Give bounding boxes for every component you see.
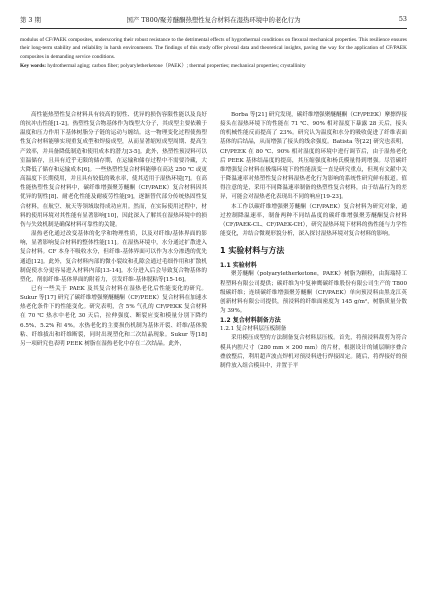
materials-paragraph: 聚芳醚酮（polyaryletherketone，PAEK）树脂为颗粒，由海瑞特工程塑料有限公司提供；碳纤维为中复神鹰碳纤维股份有限公司生产的 T800 级碳纤维；连续碳纤维增强聚芳醚酮（CF/PAEK）单向预浸料由黑龙江英创新材料有限公司提供，预浸料的纤维面密度为 145 g/m²，树脂质量分数为 39%。 (220, 271, 407, 314)
right-column (220, 111, 407, 371)
running-title: 国产 T800/聚芳醚酮热塑性复合材料在湿热环境中的老化行为 (126, 16, 301, 24)
keywords-text: hydrothermal aging; carbon fiber; polyaryletherketone（PAEK）; thermal properties; mechanical properties; crystallinity (46, 63, 306, 70)
intro-paragraph-4: Borba 等[21] 研究发现，碳纤维增强聚醚醚酮（CF/PEEK）摩擦焊接接头在湿热环境下的性能在 71 ℃、90% 相对湿度下暴露 28 天后，接头的机械性能反而提高了 23%。研究认为温度和水分的吸收促进了纤维表面基体的后结晶，从而增强了接头的线余强度。Batista 等[22] 研究也表明，CF/PEEK 在 80 ℃、90% 相对湿度的环境中进行调节后，由于湿热老化后 PEEK 基体结晶度的提高，其压缩强度和杨氏模量得到增强。尽管碳纤维增强复合材料在极端环境下的性能演变一直是研究重点，但现有文献中关于降温速率对热塑性复合材料湿热老化行为影响的系统性研究鲜有报道。值得注意的是，采用不同降温速率制备的热塑性复合材料，由于结晶行为的差异，可能会对湿热老化表现出不同的响应[19-23]。 (220, 112, 407, 201)
intro-paragraph-1: 高性能热塑性复合材料具有较高的韧性、优异的损伤容限性能以及良好的抗冲击性能[1-2]。热塑性复合物基体作为线型大分子，其成型主要依赖于温度和压力作用下基体树脂分子链的运动与缠结。这一物理变化过程使热塑性复合材料能够实现重复成型和焊接成型，从而显著缩短成型周期、提高生产效率，并具备降低制造和使用成本的潜力[3-5]。此外，热塑性预浸料可以室温储存，且具有近乎无限的储存期，在运输和储存过程中不需要冷藏，大大降低了储存和运输成本[6]。一些热塑性复合材料能够在高达 250 ℃ 或更高温度下长期使用，并且具有较低的吸水率，使其适用于湿热环境[7]。在高性能热塑性复合材料中，碳纤维增强聚芳醚酮（CF/PAEK）复合材料因其优异的韧性[8]、耐老化性能及耐疲劳性能[9]，逐渐替代部分传统热固性复合材料，在航空、航天等领域取得成功应用。然而，在实际使用过程中，材料的使用环境对其性能有显著影响[10]，因此深入了解其在湿热环境中的损伤与失效机制是确保材料可靠性的关键。 (20, 112, 207, 228)
subsection-heading-materials: 1.1 实验材料 (220, 262, 257, 270)
subsubsection-heading-laminate: 1.2.1 复合材料层压板制备 (220, 326, 287, 333)
intro-paragraph-3: 已有一些关于 PAEK 及其复合材料在湿热老化后性能变化的研究。Sukur 等[17] 研究了碳纤维增强聚醚醚酮（CF/PEEK）复合材料在加速水热老化条件下的性能变化。研究表明，含 5% 气孔的 CF/PEKK 复合材料在 70 ℃ 热水中老化 30 天后，拉伸强度、断裂应变和模量分别下降约 6.5%、5.2% 和 4%。水热老化的主要损伤机制为基体开裂、纤维/基体脱粘、纤维拔出和纤维断裂，同时出现塑化和二次结晶现象。Sukur 等[18] 另一项研究也表明 PEEK 树脂在湿热老化中存在二次结晶。此外， (20, 285, 207, 347)
keywords (20, 62, 407, 70)
issue-label: 第 3 期 (20, 16, 41, 24)
intro-paragraph-2: 湿热老化通过改变基体的化学和物理性质，以及对纤维/基体界面的影响，显著影响复合材料的整体性能[11]。在湿热环境中，水分通过扩散进入复合材料。CF 本身不吸收水分，但纤维-基体界面可以作为水分渗透的优先通道[12]。此外，复合材料内部的微小裂纹和孔隙会通过毛细作用和扩散机制促使水分更容易进入材料内部[13-14]。水分进入后会导致复合物基体的塑化，削弱纤维-基体界面的附着力，引发纤维-基体脱粘等[15-16]。 (20, 231, 207, 283)
english-abstract (20, 36, 407, 71)
abstract-body: modulus of CF/PAEK composites, underscoring their robust resistance to the detrimental effects of hygrothermal conditions on flexural mechanical properties. This resilience ensures their long-term stability and reliability in harsh environments. The findings of this study offer pivotal data and theoretical insights, paving the way for the application of CF/PAEK composites in demanding service conditions. (20, 37, 407, 60)
keywords-label: Key words: (20, 63, 47, 70)
page-number: 53 (398, 15, 407, 23)
intro-paragraph-5: 本工作以碳纤维增强聚芳醚酮（CF/PAEK）复合材料为研究对象，通过控制降温速率，制备两种不同结晶度的碳纤维增强聚芳醚酮复合材料（CF/PAEK-CL、CF/PAEK-CH），研究湿热环境下材料的热性能与力学性能变化，并结合微观形貌分析，深入探讨湿热环境对复合材料的影响。 (220, 203, 407, 238)
left-column (20, 111, 207, 349)
section-heading: 1 实验材料与方法 (220, 246, 285, 256)
subsection-heading-preparation: 1.2 复合材料制备方法 (220, 317, 281, 325)
header-rule (20, 28, 407, 29)
preparation-paragraph: 采用模压成型的方法制备复合材料层压板。首先，将预浸料裁剪为符合模具内腔尺寸（280 mm × 200 mm）的片材，根据设计的铺层顺序叠合叠放整后，利用超声波点焊机对预浸料进行焊接固定。随后，将焊接好的预制件放入组合模具中，并置于平 (220, 335, 407, 369)
running-header (20, 15, 407, 28)
